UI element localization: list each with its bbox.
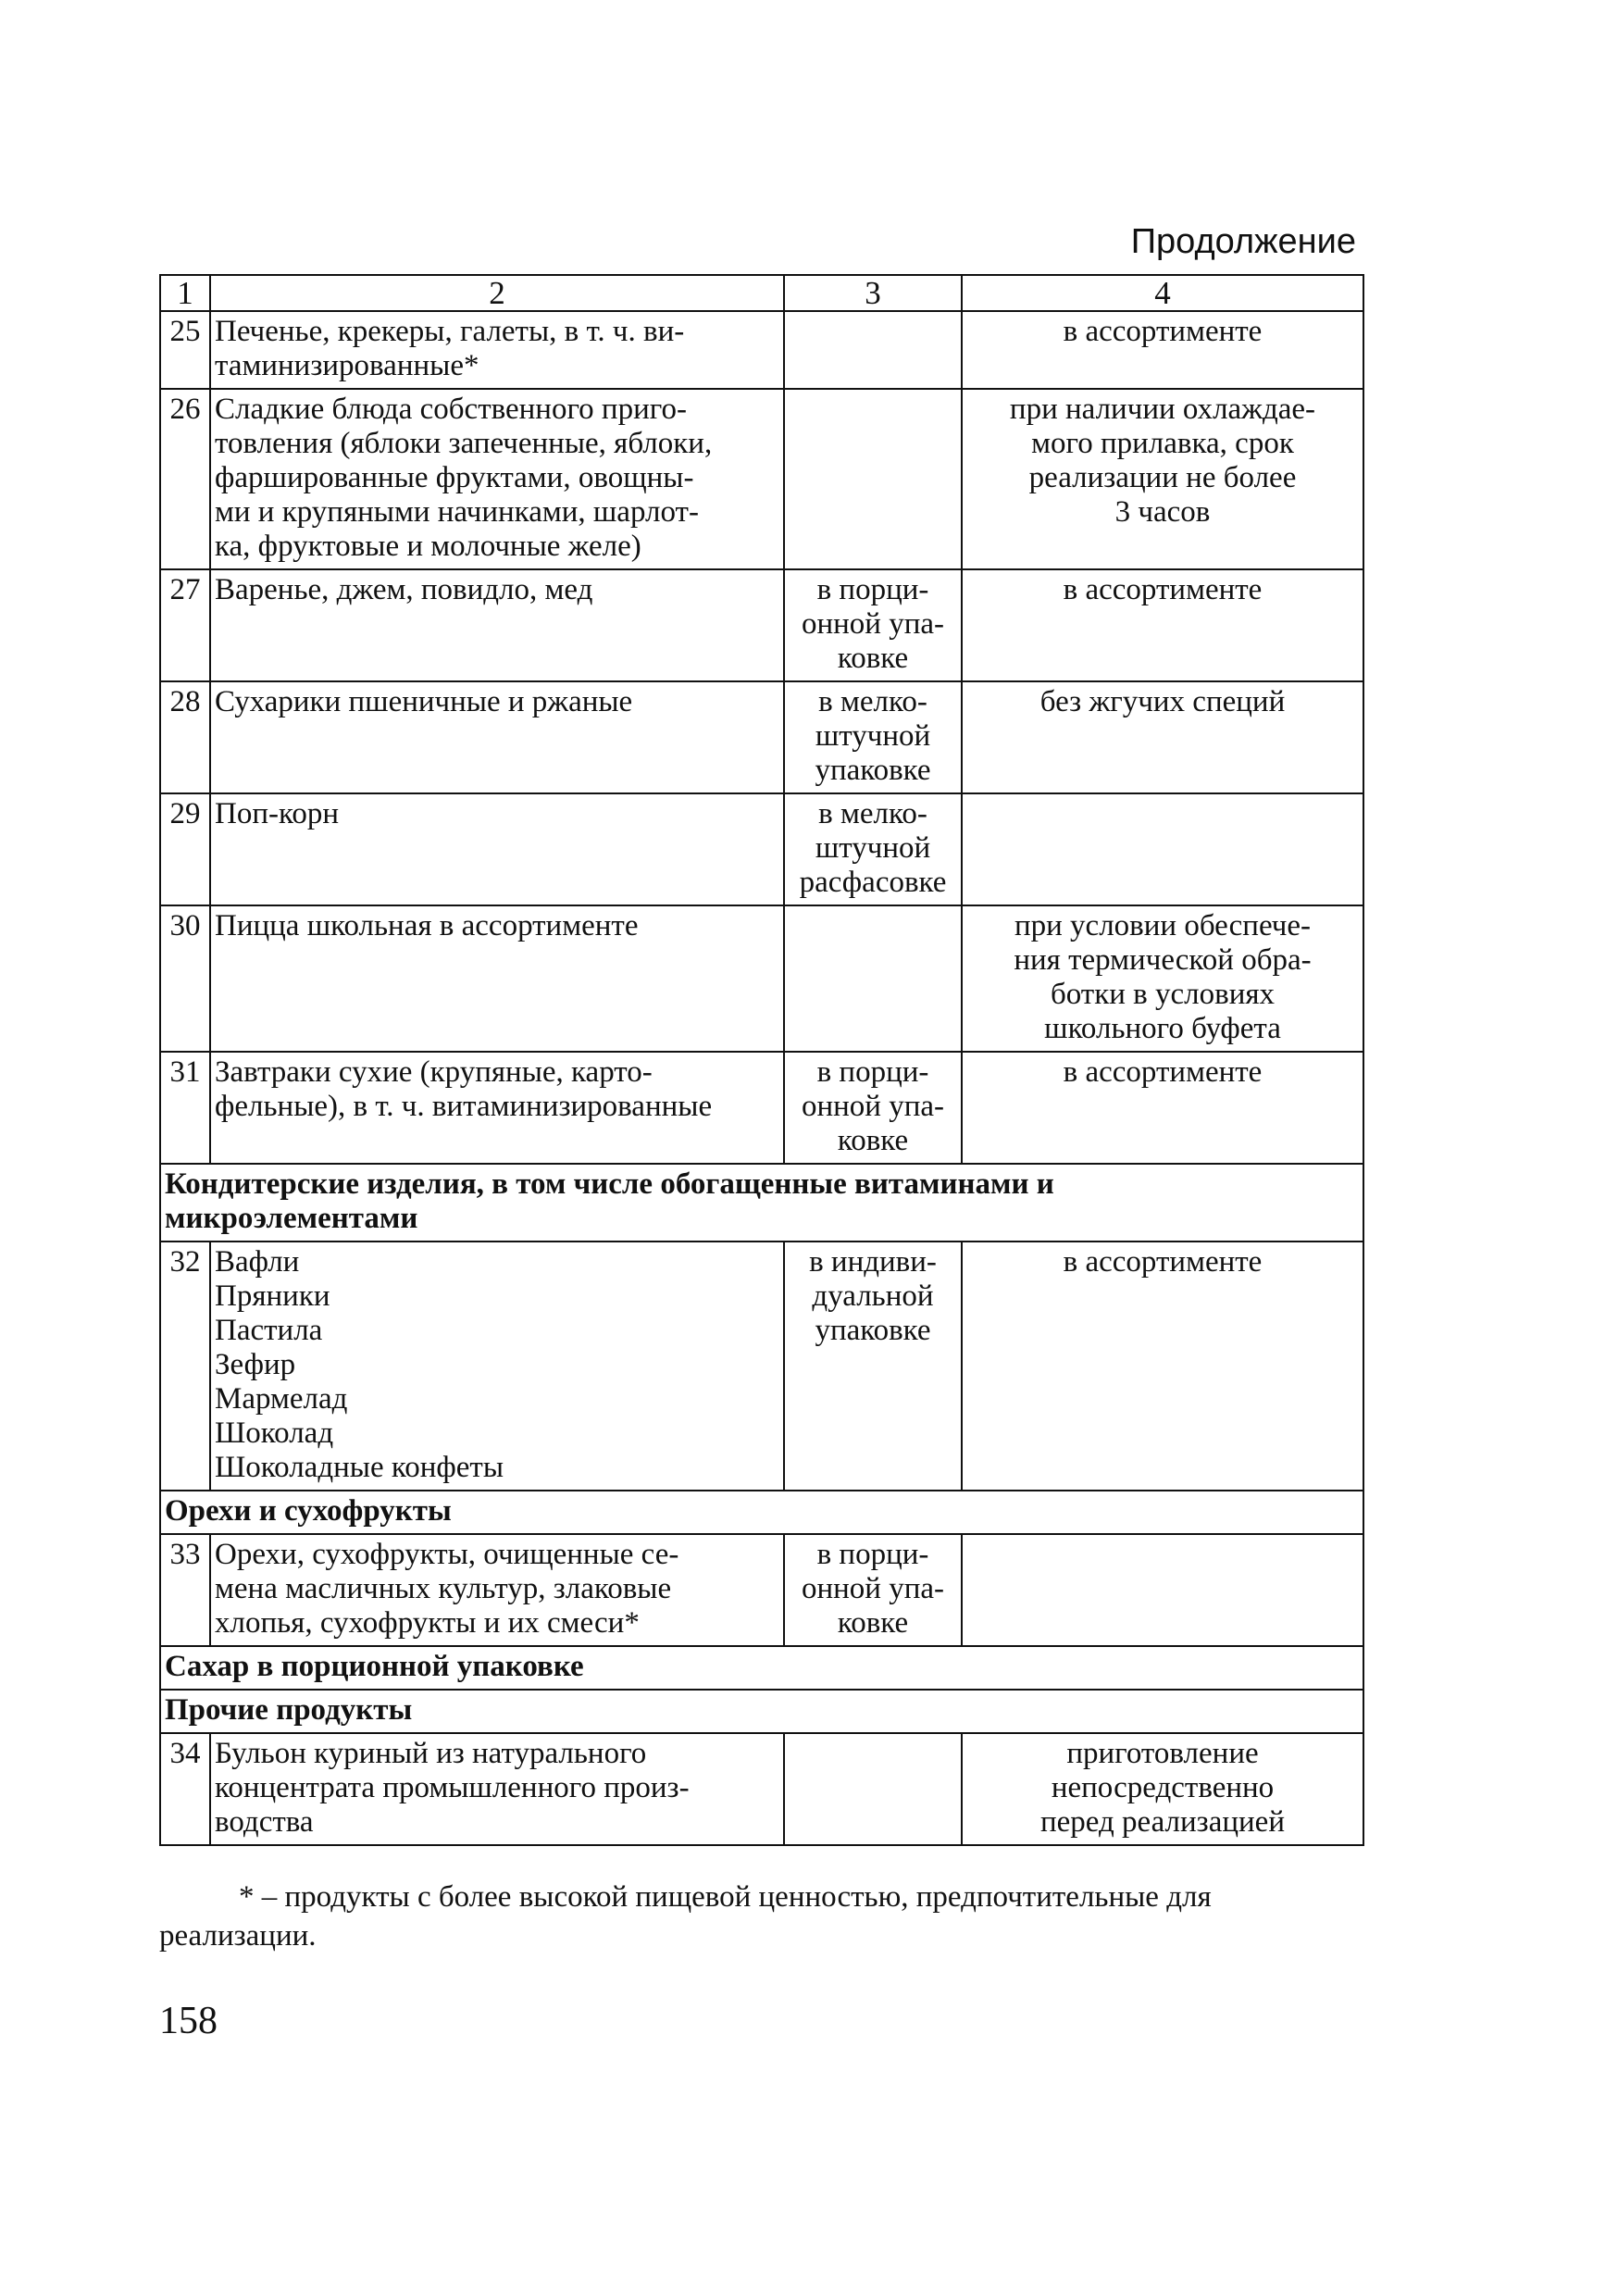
products-table bbox=[159, 274, 1364, 1846]
packaging bbox=[784, 905, 962, 1052]
product-name: Поп-корн bbox=[210, 793, 784, 905]
packaging: в мелко- штучной упаковке bbox=[784, 681, 962, 793]
note bbox=[962, 793, 1363, 905]
row-number: 25 bbox=[160, 311, 210, 389]
table-body bbox=[160, 275, 1363, 1845]
note: в ассортименте bbox=[962, 311, 1363, 389]
product-name: Сухарики пшеничные и ржаные bbox=[210, 681, 784, 793]
row-number: 28 bbox=[160, 681, 210, 793]
section-row bbox=[160, 1646, 1363, 1690]
header-row bbox=[160, 275, 1363, 311]
packaging: в порци- онной упа- ковке bbox=[784, 1052, 962, 1164]
product-name: Вафли Пряники Пастила Зефир Мармелад Шоколад Шоколадные конфеты bbox=[210, 1242, 784, 1491]
row-number: 31 bbox=[160, 1052, 210, 1164]
section-title: Сахар в порционной упаковке bbox=[160, 1646, 1363, 1690]
note bbox=[962, 1534, 1363, 1646]
table-row bbox=[160, 905, 1363, 1052]
table-row bbox=[160, 569, 1363, 681]
header-cell-3: 3 bbox=[784, 275, 962, 311]
row-number: 29 bbox=[160, 793, 210, 905]
section-row bbox=[160, 1690, 1363, 1733]
product-name: Сладкие блюда собственного приго- товления (яблоки запеченные, яблоки, фаршированные фруктами, овощны- ми и крупяными начинками, шарлот- ка, фруктовые и молочные желе) bbox=[210, 389, 784, 569]
row-number: 26 bbox=[160, 389, 210, 569]
row-number: 32 bbox=[160, 1242, 210, 1491]
product-name: Бульон куриный из натурального концентрата промышленного произ- водства bbox=[210, 1733, 784, 1845]
packaging bbox=[784, 311, 962, 389]
product-name: Печенье, крекеры, галеты, в т. ч. ви- таминизированные* bbox=[210, 311, 784, 389]
note: в ассортименте bbox=[962, 1242, 1363, 1491]
note: при наличии охлаждае- мого прилавка, срок реализации не более 3 часов bbox=[962, 389, 1363, 569]
note: при условии обеспече- ния термической обра- ботки в условиях школьного буфета bbox=[962, 905, 1363, 1052]
packaging: в порци- онной упа- ковке bbox=[784, 569, 962, 681]
section-row bbox=[160, 1164, 1363, 1242]
section-title: Кондитерские изделия, в том числе обогащенные витаминами и микроэлементами bbox=[160, 1164, 1363, 1242]
header-cell-4: 4 bbox=[962, 275, 1363, 311]
table-row bbox=[160, 1534, 1363, 1646]
product-name: Пицца школьная в ассортименте bbox=[210, 905, 784, 1052]
table-row bbox=[160, 793, 1363, 905]
section-title: Орехи и сухофрукты bbox=[160, 1491, 1363, 1534]
note: без жгучих специй bbox=[962, 681, 1363, 793]
table-row bbox=[160, 1733, 1363, 1845]
note: в ассортименте bbox=[962, 1052, 1363, 1164]
packaging: в индиви- дуальной упаковке bbox=[784, 1242, 962, 1491]
section-row bbox=[160, 1491, 1363, 1534]
row-number: 27 bbox=[160, 569, 210, 681]
packaging bbox=[784, 1733, 962, 1845]
table-row bbox=[160, 389, 1363, 569]
packaging: в порци- онной упа- ковке bbox=[784, 1534, 962, 1646]
table-row bbox=[160, 1242, 1363, 1491]
row-number: 34 bbox=[160, 1733, 210, 1845]
table-row bbox=[160, 681, 1363, 793]
packaging bbox=[784, 389, 962, 569]
continuation-label: Продолжение bbox=[1130, 222, 1356, 261]
section-title: Прочие продукты bbox=[160, 1690, 1363, 1733]
row-number: 30 bbox=[160, 905, 210, 1052]
product-name: Завтраки сухие (крупяные, карто- фельные), в т. ч. витаминизированные bbox=[210, 1052, 784, 1164]
table-row bbox=[160, 1052, 1363, 1164]
row-number: 33 bbox=[160, 1534, 210, 1646]
note: приготовление непосредственно перед реализацией bbox=[962, 1733, 1363, 1845]
table-row bbox=[160, 311, 1363, 389]
footnote: * – продукты с более высокой пищевой ценностью, предпочтительные для реализации. bbox=[159, 1880, 1212, 1953]
product-name: Варенье, джем, повидло, мед bbox=[210, 569, 784, 681]
header-cell-2: 2 bbox=[210, 275, 784, 311]
note: в ассортименте bbox=[962, 569, 1363, 681]
packaging: в мелко- штучной расфасовке bbox=[784, 793, 962, 905]
header-cell-1: 1 bbox=[160, 275, 210, 311]
product-name: Орехи, сухофрукты, очищенные се- мена масличных культур, злаковые хлопья, сухофрукты и их смеси* bbox=[210, 1534, 784, 1646]
page-number: 158 bbox=[159, 2000, 218, 2042]
